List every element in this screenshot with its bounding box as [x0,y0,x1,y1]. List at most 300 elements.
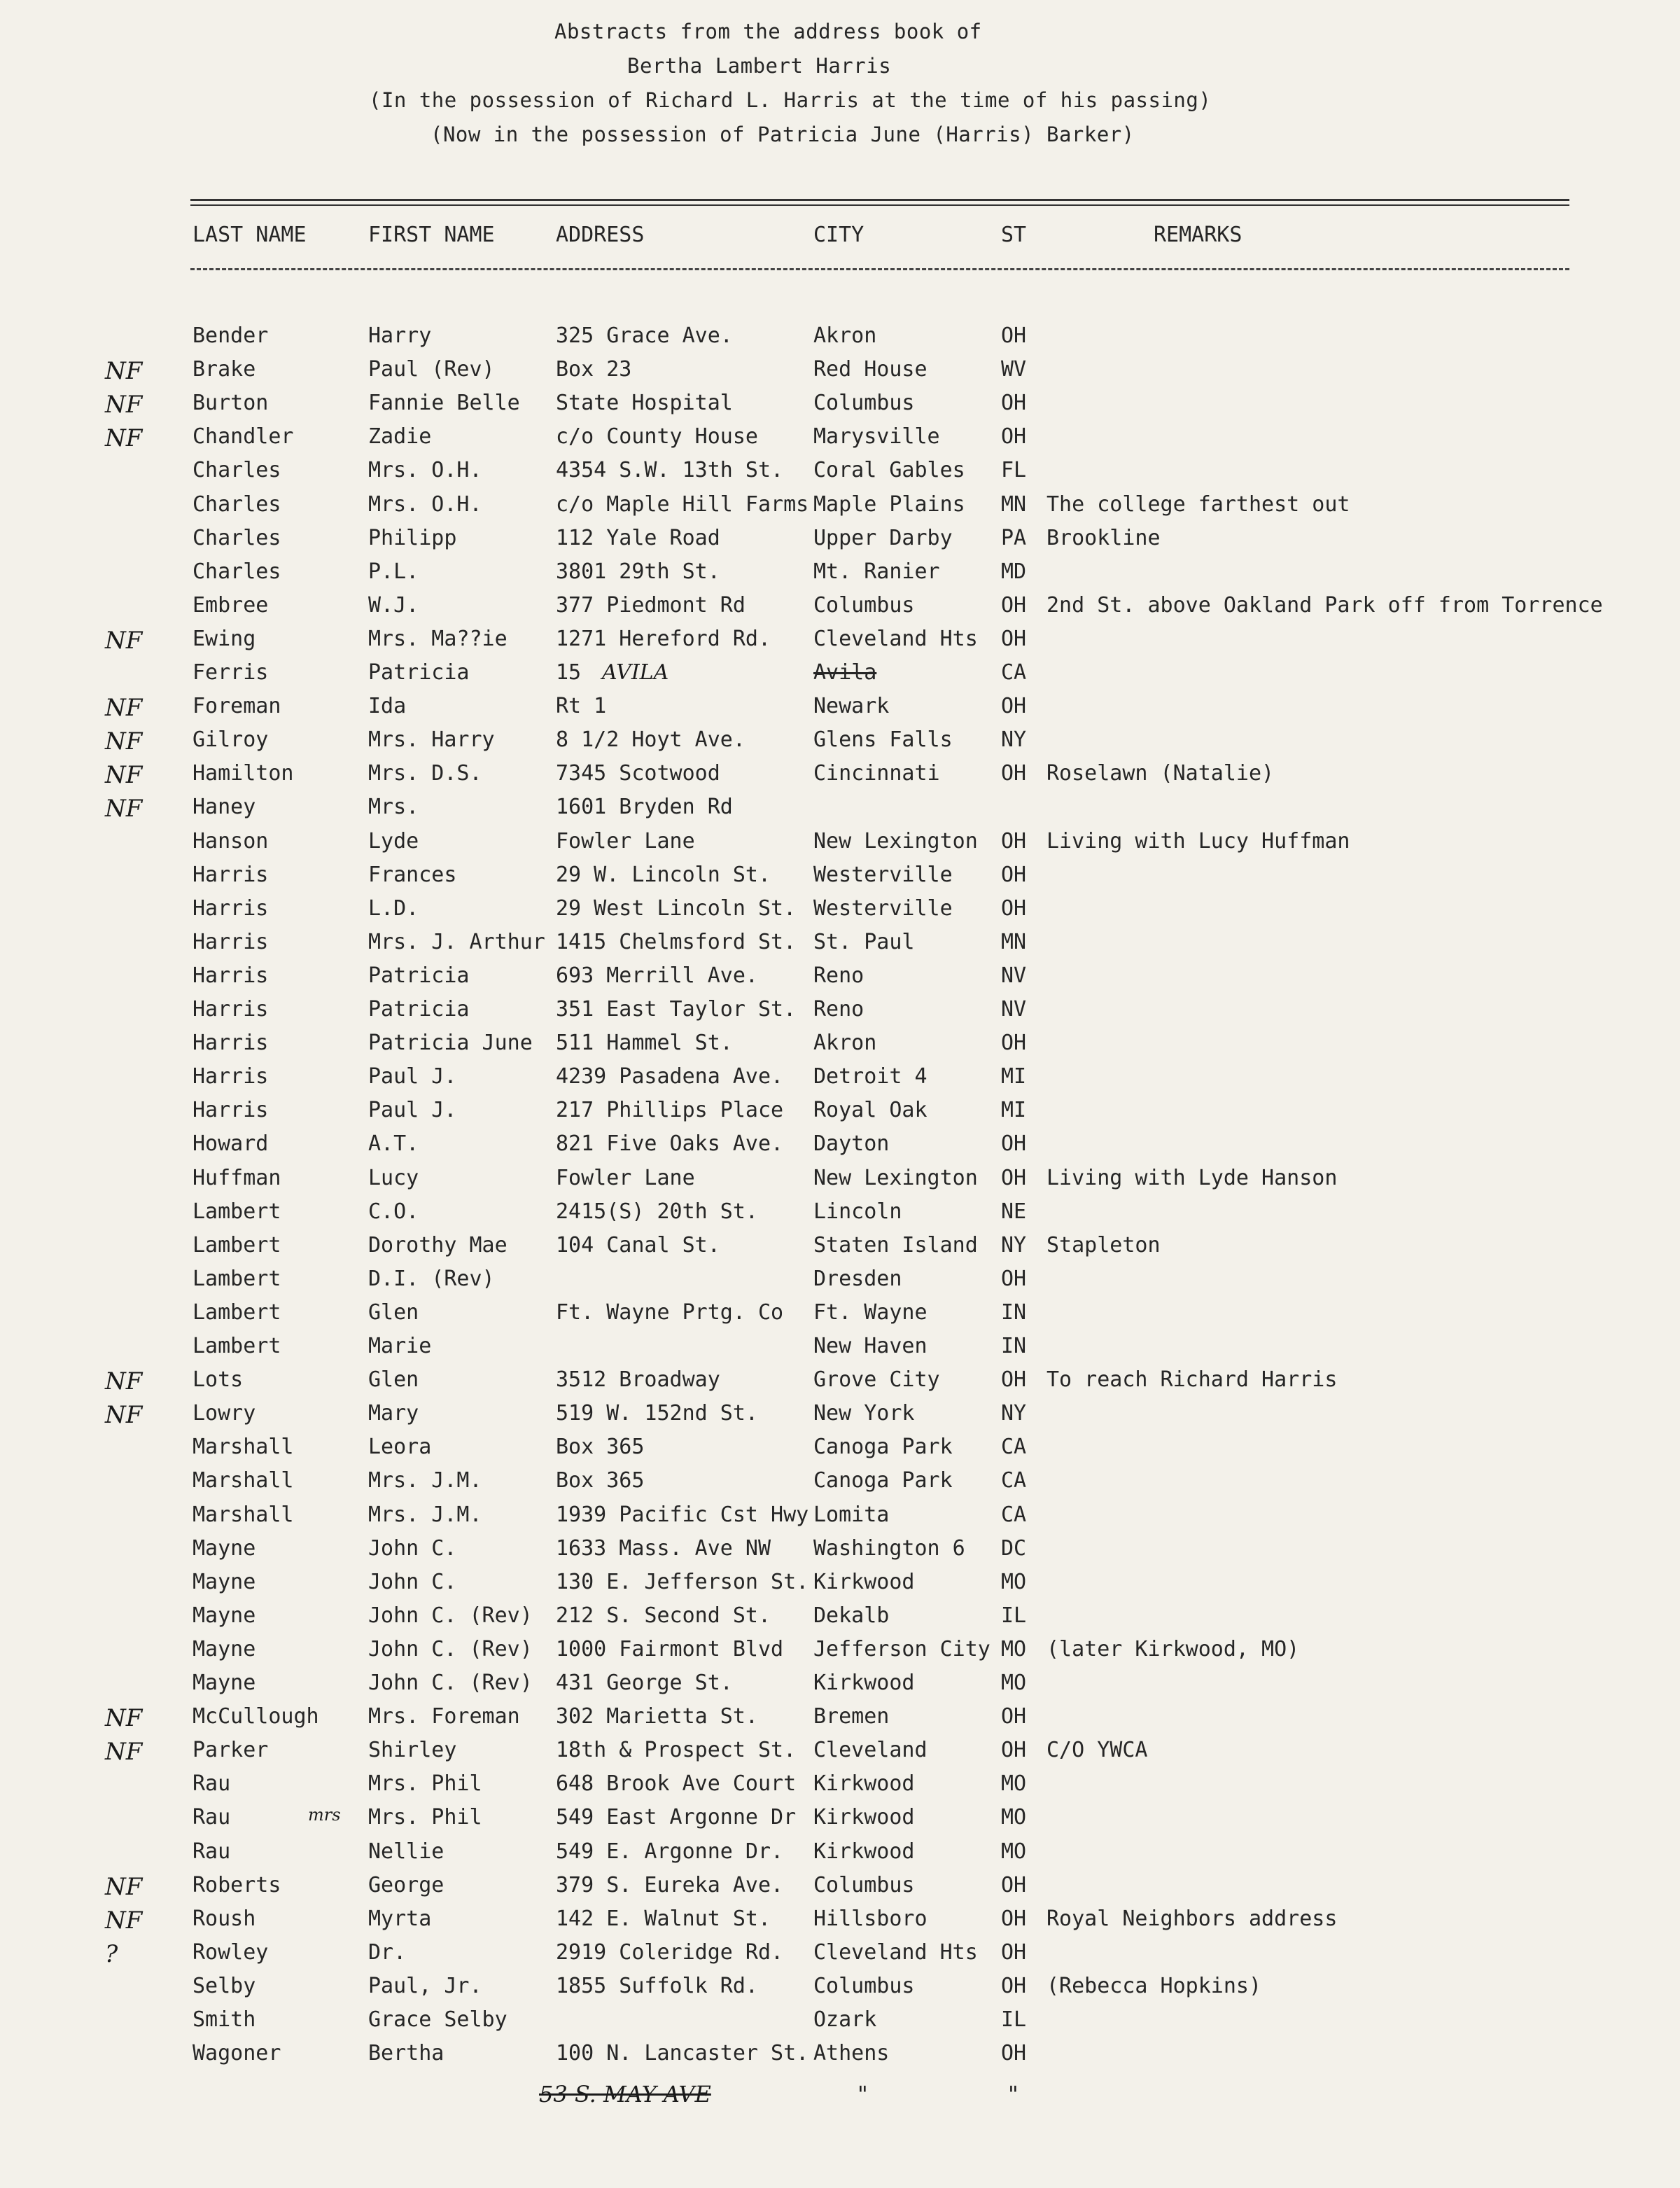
state-cell: MO [1001,1839,1027,1864]
first-name-cell: George [368,1872,444,1897]
state-cell: OH [1001,1266,1027,1291]
city-cell: New Haven [813,1334,927,1358]
city-cell: Marysville [813,424,940,450]
first-name-cell: Mrs. Phil [368,1805,482,1830]
city-cell: St. Paul [813,929,915,954]
first-name-cell: Paul J. [368,1098,457,1123]
city-cell: Kirkwood [813,1805,915,1830]
last-name-cell: Harris [192,1031,269,1056]
address-cell: c/o Maple Hill Farms [556,492,809,517]
first-name-cell: D.I. (Rev) [368,1266,495,1291]
last-name-cell: Lambert [192,1199,281,1224]
table-row [0,1131,1680,1162]
address-cell: 112 Yale Road [556,525,720,550]
row-mark: NF [105,1367,143,1396]
table-row [0,1839,1680,1870]
first-name-cell: Leora [368,1435,432,1460]
city-cell: Columbus [813,1872,915,1897]
row-mark: NF [105,391,143,419]
table-row [0,1098,1680,1129]
first-name-cell: Mrs. Harry [368,727,495,753]
table-row [0,1300,1680,1331]
last-name-cell: Mayne [192,1569,256,1594]
city-cell: Kirkwood [813,1569,915,1594]
table-row [0,357,1680,388]
table-row [0,795,1680,825]
table-row [0,660,1680,691]
last-name-cell: Wagoner [192,2041,281,2066]
first-name-cell: Glen [368,1367,419,1393]
state-cell: MN [1001,929,1027,954]
last-name-cell: Gilroy [192,727,269,753]
address-cell: 648 Brook Ave Court [556,1771,797,1797]
state-cell: NV [1001,997,1027,1022]
city-cell: New Lexington [813,828,978,853]
state-cell: OH [1001,592,1027,618]
first-name-cell: Lyde [368,828,419,853]
table-row [0,761,1680,792]
first-name-cell: Philipp [368,525,457,550]
first-name-cell: Paul (Rev) [368,357,495,382]
state-cell: NY [1001,727,1027,753]
table-row [0,1603,1680,1634]
footer-handwritten-city-ditto: " [858,2081,868,2107]
last-name-cell: Rau [192,1771,231,1797]
first-name-cell: Frances [368,862,457,887]
last-name-cell: Hamilton [192,761,294,786]
state-cell: IN [1001,1299,1027,1325]
state-cell: OH [1001,896,1027,921]
first-name-cell: John C. (Rev) [368,1603,533,1628]
state-cell: MO [1001,1671,1027,1695]
last-name-cell: Smith [192,2007,256,2032]
last-name-cell: Harris [192,896,269,921]
address-cell: 377 Piedmont Rd [556,592,746,618]
address-cell: Rt 1 [556,694,607,719]
address-cell: 302 Marietta St. [556,1704,758,1729]
first-name-cell: Lucy [368,1165,419,1190]
city-cell: Upper Darby [813,525,953,550]
city-cell: Lomita [813,1502,890,1527]
table-row [0,863,1680,893]
table-row [0,1570,1680,1601]
table-row [0,1974,1680,2005]
first-name-cell: Glen [368,1299,419,1325]
table-row [0,1671,1680,1701]
address-cell: Box 23 [556,357,632,382]
row-mark: NF [105,694,143,723]
last-name-cell: Rau [192,1839,231,1864]
last-name-cell: Lambert [192,1299,281,1325]
table-row [0,1637,1680,1668]
state-cell: NY [1001,1401,1027,1426]
table-row [0,1233,1680,1264]
remarks-cell: 2nd St. above Oakland Park off from Torrence [1046,592,1603,618]
column-header-last-name: LAST NAME [192,223,307,247]
city-cell: Cleveland Hts [813,1939,978,1965]
city-cell: Akron [813,323,877,348]
state-cell: NY [1001,1232,1027,1257]
row-mark: NF [105,626,143,655]
table-row [0,727,1680,758]
last-name-cell: Hanson [192,828,269,853]
table-row [0,2007,1680,2038]
remarks-cell: Stapleton [1046,1232,1161,1257]
city-cell: Canoga Park [813,1468,953,1493]
last-name-cell: Lambert [192,1266,281,1291]
city-cell: Westerville [813,896,953,921]
table-row [0,1031,1680,1061]
first-name-cell: W.J. [368,592,419,618]
last-name-cell: Harris [192,963,269,988]
last-name-cell: Harris [192,1098,269,1123]
table-row [0,526,1680,557]
address-cell: 2919 Coleridge Rd. [556,1939,784,1965]
last-name-cell: Charles [192,559,281,584]
title-line-1: Abstracts from the address book of [554,20,982,43]
last-name-cell: Selby [192,1973,256,1998]
address-cell: 4354 S.W. 13th St. [556,458,784,483]
table-row [0,424,1680,455]
first-name-cell: Nellie [368,1839,444,1864]
last-name-cell: Marshall [192,1502,294,1527]
address-cell: 693 Merrill Ave. [556,963,758,988]
last-name-cell: Howard [192,1131,269,1157]
row-mark: NF [105,1704,143,1733]
address-cell: State Hospital [556,391,733,416]
last-name-cell: McCullough [192,1704,319,1729]
last-name-cell: Mayne [192,1636,256,1661]
first-name-cell: Dorothy Mae [368,1232,507,1257]
title-line-4: (Now in the possession of Patricia June (Harris) Barker) [430,123,1135,146]
city-cell: Kirkwood [813,1771,915,1797]
row-mark: NF [105,424,143,453]
first-name-cell: John C. [368,1535,457,1561]
city-cell: Columbus [813,391,915,416]
city-cell: Kirkwood [813,1671,915,1695]
table-row [0,627,1680,657]
first-name-cell: Patricia [368,997,470,1022]
footer-handwritten-address: 53 S. MAY AVE [539,2081,711,2107]
state-cell: PA [1001,525,1027,550]
city-cell: Cleveland [813,1738,927,1763]
column-header-state: ST [1001,223,1027,247]
address-cell: 379 S. Eureka Ave. [556,1872,784,1897]
last-name-cell: Mayne [192,1671,256,1695]
table-row [0,1704,1680,1735]
city-cell: Reno [813,997,864,1022]
first-name-cell: Mrs. O.H. [368,458,482,483]
address-cell: Fowler Lane [556,828,695,853]
state-cell: MO [1001,1771,1027,1797]
state-cell: CA [1001,1435,1027,1460]
city-cell: Avila [813,660,877,685]
last-name-cell: Mayne [192,1603,256,1628]
last-name-cell: Harris [192,1064,269,1089]
city-cell: Dayton [813,1131,890,1157]
row-mark: NF [105,1401,143,1430]
last-name-cell: Harris [192,862,269,887]
first-name-cell: Grace Selby [368,2007,507,2032]
remarks-cell: (Rebecca Hopkins) [1046,1973,1262,1998]
table-row [0,1503,1680,1533]
footer-handwritten-state-ditto: " [1008,2081,1018,2107]
table-row [0,1940,1680,1971]
state-cell: OH [1001,1973,1027,1998]
remarks-cell: (later Kirkwood, MO) [1046,1636,1300,1661]
first-name-cell: Harry [368,323,432,348]
state-cell: OH [1001,626,1027,651]
table-row [0,1401,1680,1432]
state-cell: OH [1001,1704,1027,1729]
last-name-cell: Parker [192,1738,269,1763]
table-row [0,1367,1680,1398]
first-name-cell: John C. [368,1569,457,1594]
row-mark: NF [105,727,143,756]
last-name-cell: Ewing [192,626,256,651]
title-line-3: (In the possession of Richard L. Harris at the time of his passing) [369,88,1212,112]
address-cell: Box 365 [556,1435,645,1460]
header-rule-bottom [190,268,1569,270]
state-cell: OH [1001,1939,1027,1965]
city-cell: Bremen [813,1704,890,1729]
last-name-cell: Foreman [192,694,281,719]
table-row [0,323,1680,354]
last-name-cell: Lots [192,1367,244,1393]
remarks-cell: Living with Lyde Hanson [1046,1165,1338,1190]
address-cell: 104 Canal St. [556,1232,720,1257]
first-name-cell: L.D. [368,896,419,921]
first-name-cell: John C. (Rev) [368,1636,533,1661]
last-name-cell: Bender [192,323,269,348]
table-row [0,1064,1680,1095]
column-header-address: ADDRESS [556,223,645,247]
address-cell: 3512 Broadway [556,1367,720,1393]
address-cell: 351 East Taylor St. [556,997,797,1022]
city-cell: Royal Oak [813,1098,927,1123]
remarks-cell: To reach Richard Harris [1046,1367,1338,1393]
last-name-cell: Lowry [192,1401,256,1426]
first-name-cell: Bertha [368,2041,444,2066]
address-cell: 2415(S) 20th St. [556,1199,758,1224]
city-cell: Kirkwood [813,1839,915,1864]
state-cell: OH [1001,1872,1027,1897]
address-cell: 821 Five Oaks Ave. [556,1131,784,1157]
state-cell: OH [1001,391,1027,416]
address-cell: 549 E. Argonne Dr. [556,1839,784,1864]
handwritten-address-note: AVILA [602,660,669,685]
table-row [0,896,1680,927]
city-cell: Dekalb [813,1603,890,1628]
first-name-cell: Myrta [368,1906,432,1931]
table-row [0,1536,1680,1567]
city-cell: Coral Gables [813,458,965,483]
address-cell: 8 1/2 Hoyt Ave. [556,727,746,753]
table-row [0,1334,1680,1365]
address-cell: 1271 Hereford Rd. [556,626,771,651]
last-name-cell: Haney [192,795,256,820]
row-mark: NF [105,357,143,386]
handwritten-first-name-note: mrs [308,1805,341,1825]
address-cell: 1633 Mass. Ave NW [556,1535,771,1561]
table-row [0,1267,1680,1297]
state-cell: OH [1001,862,1027,887]
address-cell: 29 W. Lincoln St. [556,862,771,887]
last-name-cell: Mayne [192,1535,256,1561]
city-cell: Columbus [813,1973,915,1998]
row-mark: NF [105,1872,143,1901]
first-name-cell: Mary [368,1401,419,1426]
first-name-cell: Patricia [368,963,470,988]
state-cell: MO [1001,1636,1027,1661]
state-cell: CA [1001,1502,1027,1527]
remarks-cell: C/O YWCA [1046,1738,1148,1763]
city-cell: Red House [813,357,927,382]
state-cell: OH [1001,1165,1027,1190]
address-cell: 519 W. 152nd St. [556,1401,758,1426]
table-row [0,930,1680,961]
table-row [0,1166,1680,1197]
table-row [0,1435,1680,1465]
remarks-cell: Roselawn (Natalie) [1046,761,1275,786]
state-cell: NV [1001,963,1027,988]
address-cell: Ft. Wayne Prtg. Co [556,1299,784,1325]
address-cell: 1939 Pacific Cst Hwy [556,1502,809,1527]
address-cell: 3801 29th St. [556,559,720,584]
state-cell: MI [1001,1064,1027,1089]
city-cell: Detroit 4 [813,1064,927,1089]
last-name-cell: Roberts [192,1872,281,1897]
last-name-cell: Roush [192,1906,256,1931]
first-name-cell: Paul, Jr. [368,1973,482,1998]
last-name-cell: Rowley [192,1939,269,1965]
first-name-cell: Fannie Belle [368,391,520,416]
first-name-cell: Shirley [368,1738,457,1763]
state-cell: OH [1001,424,1027,450]
table-row [0,559,1680,590]
state-cell: MN [1001,492,1027,517]
table-row [0,2041,1680,2072]
city-cell: Dresden [813,1266,902,1291]
row-mark: NF [105,761,143,790]
table-row [0,829,1680,860]
state-cell: IL [1001,2007,1027,2032]
first-name-cell: Mrs. Phil [368,1771,482,1797]
last-name-cell: Harris [192,929,269,954]
address-cell: 212 S. Second St. [556,1603,771,1628]
state-cell: OH [1001,1367,1027,1393]
city-cell: Maple Plains [813,492,965,517]
last-name-cell: Rau [192,1805,231,1830]
table-row [0,997,1680,1028]
row-mark: NF [105,795,143,823]
last-name-cell: Charles [192,525,281,550]
address-cell: 130 E. Jefferson St. [556,1569,809,1594]
table-row [0,593,1680,624]
first-name-cell: Zadie [368,424,432,450]
first-name-cell: Mrs. Ma??ie [368,626,507,651]
last-name-cell: Burton [192,391,269,416]
state-cell: OH [1001,2041,1027,2066]
city-cell: Washington 6 [813,1535,965,1561]
state-cell: CA [1001,660,1027,685]
city-cell: Akron [813,1031,877,1056]
first-name-cell: John C. (Rev) [368,1671,533,1695]
state-cell: WV [1001,357,1027,382]
first-name-cell: A.T. [368,1131,419,1157]
remarks-cell: Brookline [1046,525,1161,550]
first-name-cell: Mrs. J. Arthur [368,929,545,954]
first-name-cell: Ida [368,694,407,719]
last-name-cell: Embree [192,592,269,618]
first-name-cell: Mrs. O.H. [368,492,482,517]
table-row [0,492,1680,523]
first-name-cell: Patricia June [368,1031,533,1056]
address-cell: 100 N. Lancaster St. [556,2041,809,2066]
row-mark: NF [105,1906,143,1935]
table-row [0,1907,1680,1937]
address-cell: 549 East Argonne Dr [556,1805,797,1830]
column-header-first-name: FIRST NAME [368,223,495,247]
city-cell: New Lexington [813,1165,978,1190]
city-cell: Staten Island [813,1232,978,1257]
state-cell: OH [1001,1906,1027,1931]
state-cell: OH [1001,761,1027,786]
state-cell: MD [1001,559,1027,584]
city-cell: Ozark [813,2007,877,2032]
table-row [0,458,1680,489]
state-cell: CA [1001,1468,1027,1493]
state-cell: MO [1001,1805,1027,1830]
address-cell: 1415 Chelmsford St. [556,929,797,954]
first-name-cell: Mrs. D.S. [368,761,482,786]
remarks-cell: The college farthest out [1046,492,1350,517]
city-cell: Newark [813,694,890,719]
column-header-remarks: REMARKS [1154,223,1242,247]
city-cell: Westerville [813,862,953,887]
state-cell: IN [1001,1334,1027,1358]
last-name-cell: Marshall [192,1435,294,1460]
last-name-cell: Huffman [192,1165,281,1190]
city-cell: Ft. Wayne [813,1299,927,1325]
address-cell: 1601 Bryden Rd [556,795,733,820]
city-cell: Reno [813,963,864,988]
state-cell: MO [1001,1569,1027,1594]
address-cell: 217 Phillips Place [556,1098,784,1123]
address-cell: 18th & Prospect St. [556,1738,797,1763]
first-name-cell: Mrs. J.M. [368,1468,482,1493]
remarks-cell: Living with Lucy Huffman [1046,828,1350,853]
address-cell: 325 Grace Ave. [556,323,733,348]
first-name-cell: Dr. [368,1939,407,1965]
state-cell: OH [1001,323,1027,348]
city-cell: Mt. Ranier [813,559,940,584]
city-cell: Lincoln [813,1199,902,1224]
last-name-cell: Marshall [192,1468,294,1493]
address-cell: c/o County House [556,424,758,450]
first-name-cell: Mrs. Foreman [368,1704,520,1729]
table-row [0,1199,1680,1230]
city-cell: Columbus [813,592,915,618]
state-cell: OH [1001,694,1027,719]
first-name-cell: Paul J. [368,1064,457,1089]
city-cell: New York [813,1401,915,1426]
first-name-cell: Marie [368,1334,432,1358]
city-cell: Jefferson City [813,1636,990,1661]
city-cell: Hillsboro [813,1906,927,1931]
city-cell: Athens [813,2041,890,2066]
state-cell: DC [1001,1535,1027,1561]
